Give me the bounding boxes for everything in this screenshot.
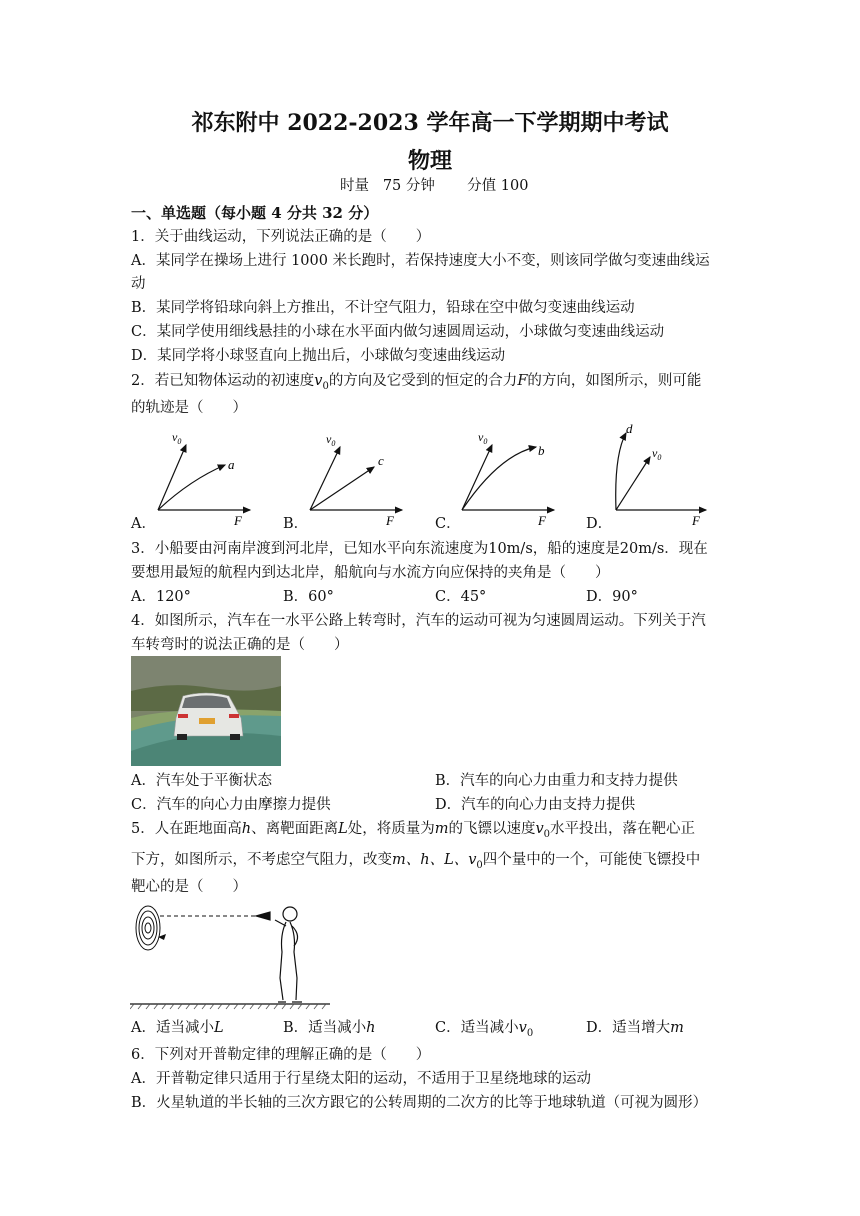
q3-option-a: A．120° — [131, 589, 191, 605]
q4-option-a: A．汽车处于平衡状态 — [131, 773, 272, 789]
var-sub: 0 — [476, 859, 483, 871]
q2-text: 2．若已知物体运动的初速度 — [131, 373, 315, 389]
time-value: 75 分钟 — [382, 178, 435, 194]
q5-option-d — [586, 1018, 684, 1038]
var-h: h — [241, 821, 252, 837]
label-F: F — [692, 513, 700, 525]
q3-speed-water: 10m/s — [488, 541, 533, 557]
q5-text: 水平投出，落在靶心正 — [550, 821, 696, 837]
q3-text: ．现在 — [664, 541, 708, 557]
label-F: F — [234, 513, 242, 525]
q5-opt-text: B．适当减小 — [283, 1020, 367, 1036]
car-photo — [131, 656, 281, 766]
trajectory-b — [462, 447, 536, 510]
velocity-arrow — [158, 445, 186, 510]
var-m: m — [670, 1020, 684, 1036]
q3-option-b: B．60° — [283, 589, 334, 605]
q3-stem-line1 — [131, 539, 708, 559]
q2-option-b: B． — [283, 516, 309, 532]
q5-opt-text: A．适当减小 — [131, 1020, 214, 1036]
label-c: c — [378, 453, 384, 468]
trajectory-d — [616, 433, 626, 510]
q1-option-c: C．某同学使用细线悬挂的小球在水平面内做匀速圆周运动，小球做匀变速曲线运动 — [131, 324, 665, 340]
velocity-arrow — [616, 457, 650, 510]
q5-text: 、离靶面距离 — [251, 821, 339, 837]
var-sub: 0 — [543, 828, 551, 840]
var-L: L — [338, 821, 348, 837]
label-v0: $v_0$ — [326, 432, 336, 448]
q6-option-a: A．开普勒定律只适用于行星绕太阳的运动，不适用于卫星绕地球的运动 — [131, 1071, 591, 1087]
var-sub: 0 — [322, 380, 329, 392]
var-sub: 0 — [526, 1027, 534, 1039]
q5-text: 的飞镖以速度 — [448, 821, 536, 837]
q5-figure — [130, 900, 330, 1012]
subject-title: 物理 — [407, 148, 452, 174]
label-b: b — [538, 443, 545, 458]
var-v: v — [468, 852, 477, 868]
q2-text: 的方向，如图所示，则可能 — [527, 373, 702, 389]
target — [136, 906, 166, 950]
var-F: F — [517, 373, 528, 389]
label-v0: $v_0$ — [478, 430, 488, 446]
q2-figure-c — [454, 425, 564, 525]
q1-stem: 1．关于曲线运动，下列说法正确的是（ ） — [131, 229, 431, 245]
q5-option-a — [131, 1018, 224, 1038]
q4-option-d: D．汽车的向心力由支持力提供 — [435, 797, 636, 813]
time-label: 时量 — [340, 178, 369, 194]
var-v: v — [314, 373, 323, 389]
q2-option-c: C． — [435, 516, 461, 532]
q2-stem-line1 — [131, 371, 701, 397]
q3-text: ，船的速度是 — [532, 541, 620, 557]
q5-text: 5．人在距地面高 — [131, 821, 242, 837]
var-v: v — [535, 821, 544, 837]
score-label: 分值 100 — [467, 178, 529, 194]
q3-option-d: D．90° — [586, 589, 638, 605]
q1-option-a: A．某同学在操场上进行 1000 米长跑时，若保持速度大小不变，则该同学做匀变速曲线运 — [131, 253, 710, 269]
q2-figure-b — [302, 425, 412, 525]
q5-option-b — [283, 1018, 376, 1038]
label-F: F — [386, 513, 394, 525]
q4-stem-line1: 4．如图所示，汽车在一水平公路上转弯时，汽车的运动可视为匀速圆周运动。下列关于汽 — [131, 613, 706, 629]
var-L: L — [213, 1020, 224, 1036]
q5-text: 处，将质量为 — [347, 821, 435, 837]
label-F: F — [538, 513, 546, 525]
q5-stem-line3: 靶心的是（ ） — [131, 879, 247, 895]
q4-stem-line2: 车转弯时的说法正确的是（ ） — [131, 637, 349, 653]
q5-vars: m、h、L、 — [392, 852, 469, 868]
q2-stem-line2: 的轨迹是（ ） — [131, 400, 247, 416]
q5-option-c — [435, 1018, 533, 1044]
q1-option-a-cont: 动 — [131, 276, 146, 292]
q5-text: 四个量中的一个，可能使飞镖投中 — [482, 852, 701, 868]
label-d: d — [626, 421, 633, 436]
q3-speed-boat: 20m/s — [619, 541, 665, 557]
q3-stem-line2: 要想用最短的航程内到达北岸，船航向与水流方向应保持的夹角是（ ） — [131, 565, 610, 581]
thrower — [256, 907, 302, 1002]
q5-stem-line2 — [131, 850, 700, 876]
exam-info — [340, 176, 528, 196]
q2-figure-d — [606, 415, 716, 525]
exam-title: 祁东附中 2022-2023 学年高一下学期期中考试 — [191, 110, 669, 136]
q2-option-d: D． — [586, 516, 613, 532]
var-v: v — [518, 1020, 527, 1036]
q3-text: 3．小船要由河南岸渡到河北岸，已知水平向东流速度为 — [131, 541, 489, 557]
q5-opt-text: D．适当增大 — [586, 1020, 671, 1036]
label-v0: $v_0$ — [652, 446, 662, 462]
q4-option-b: B．汽车的向心力由重力和支持力提供 — [435, 773, 678, 789]
var-m: m — [434, 821, 449, 837]
q6-option-b: B．火星轨道的半长轴的三次方跟它的公转周期的二次方的比等于地球轨道（可视为圆形） — [131, 1095, 708, 1111]
q5-text: 下方，如图所示，不考虑空气阻力，改变 — [131, 852, 392, 868]
q2-text: 的方向及它受到的恒定的合力 — [328, 373, 518, 389]
q3-option-c: C．45° — [435, 589, 487, 605]
q1-option-d: D．某同学将小球竖直向上抛出后，小球做匀变速曲线运动 — [131, 348, 506, 364]
q2-option-a: A． — [131, 516, 156, 532]
label-v0: $v_0$ — [172, 430, 182, 446]
q1-option-b: B．某同学将铅球向斜上方推出，不计空气阻力，铅球在空中做匀变速曲线运动 — [131, 300, 635, 316]
q4-option-c: C．汽车的向心力由摩擦力提供 — [131, 797, 331, 813]
q5-opt-text: C．适当减小 — [435, 1020, 519, 1036]
label-a: a — [228, 457, 235, 472]
q6-stem: 6．下列对开普勒定律的理解正确的是（ ） — [131, 1047, 431, 1063]
section-heading: 一、单选题（每小题 4 分共 32 分） — [131, 204, 379, 222]
var-h: h — [366, 1020, 376, 1036]
q5-stem-line1 — [131, 819, 695, 845]
q2-figure-a — [150, 425, 260, 525]
